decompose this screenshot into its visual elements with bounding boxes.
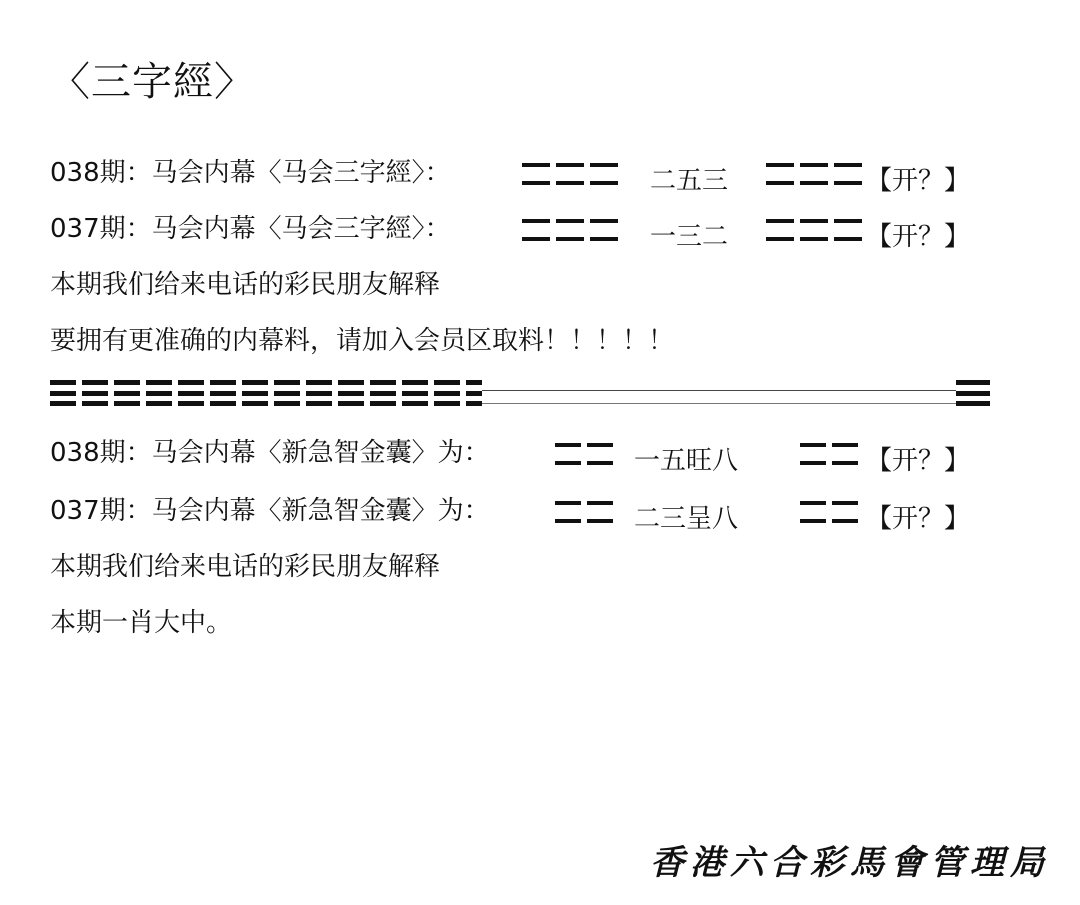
publisher-signature: 香港六合彩馬會管理局 (650, 843, 1050, 883)
row-prefix: 038期：马会内幕〈马会三字經〉： (50, 158, 451, 188)
row-prefix: 037期：马会内幕〈马会三字經〉： (50, 214, 451, 244)
hidden-mark-right (766, 219, 862, 241)
row-037-sanzijing (50, 216, 451, 242)
note-member: 要拥有更准确的内幕料，请加入会员区取料！！！！！ (50, 326, 675, 356)
note-explain: 本期我们给来电话的彩民朋友解释 (50, 270, 441, 300)
row-prefix: 037期：马会内幕〈新急智金囊〉为： (50, 496, 490, 526)
row-038-sanzijing (50, 160, 451, 186)
hidden-mark-left (522, 163, 618, 185)
row-value: 二三呈八 (634, 504, 739, 534)
row-value: 一三二 (650, 222, 729, 252)
hidden-mark-right (800, 443, 858, 465)
row-status: 【开？】 (866, 222, 971, 252)
section-divider (50, 380, 990, 410)
row-status: 【开？】 (866, 504, 971, 534)
hidden-mark-right (800, 501, 858, 523)
hidden-mark-left (555, 501, 613, 523)
note-zodiac: 本期一肖大中。 (50, 608, 233, 638)
hidden-mark-left (522, 219, 618, 241)
row-037-jinnang (50, 498, 490, 524)
row-value: 一五旺八 (634, 446, 739, 476)
row-status: 【开？】 (866, 166, 971, 196)
row-prefix: 038期：马会内幕〈新急智金囊〉为： (50, 438, 490, 468)
page-title: 〈三字經〉 (50, 59, 255, 105)
hidden-mark-right (766, 163, 862, 185)
row-value: 二五三 (650, 166, 729, 196)
row-status: 【开？】 (866, 446, 971, 476)
note-explain: 本期我们给来电话的彩民朋友解释 (50, 552, 441, 582)
row-038-jinnang (50, 440, 490, 466)
hidden-mark-left (555, 443, 613, 465)
